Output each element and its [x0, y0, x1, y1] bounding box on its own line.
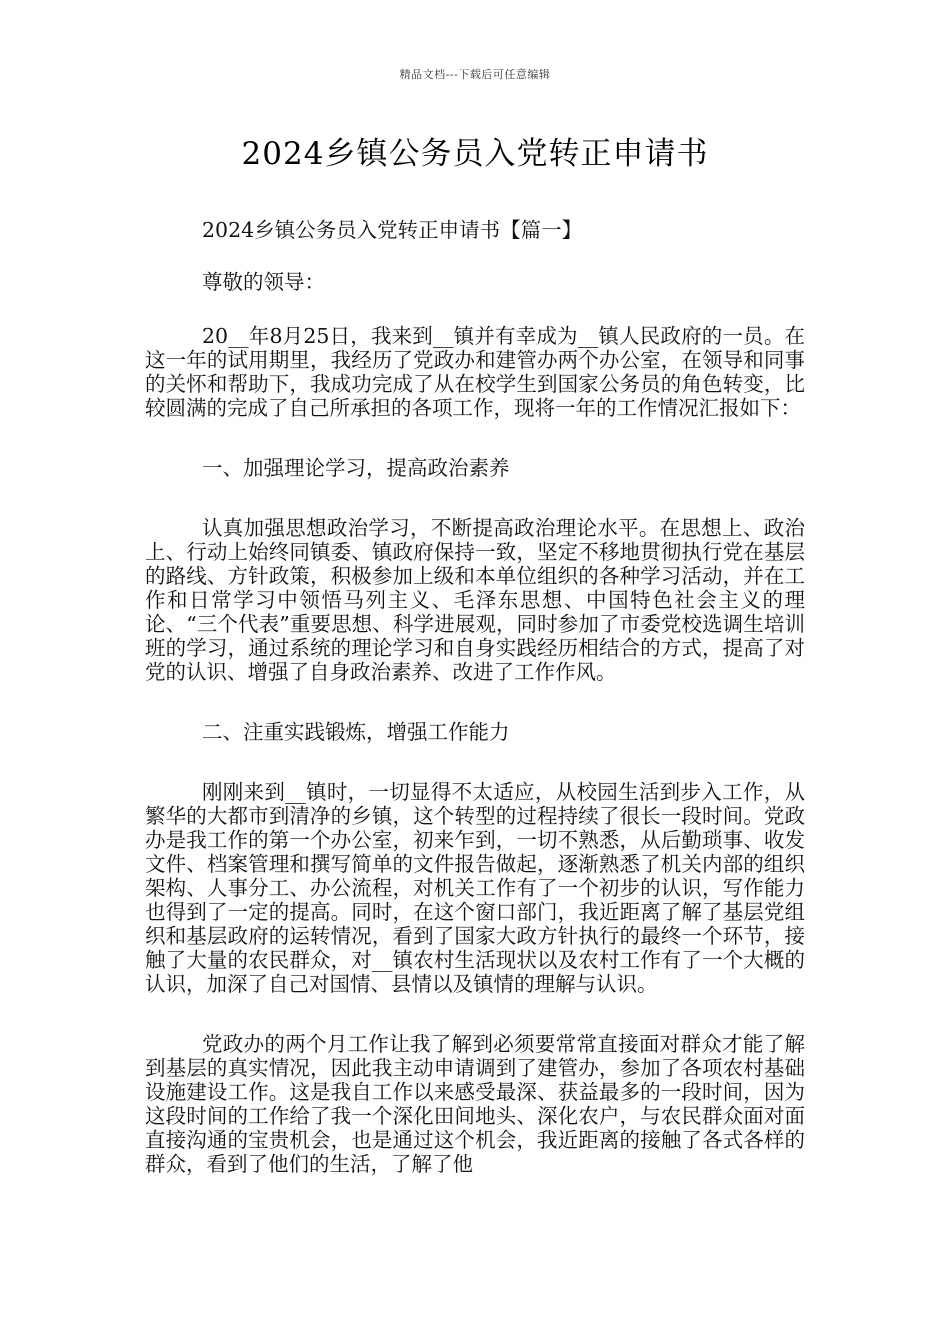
section-heading-2: 二、注重实践锻炼，增强工作能力	[202, 720, 510, 744]
paragraph-3: 刚刚来到__镇时，一切显得不太适应，从校园生活到步入工作，从繁华的大都市到清净的乡镇，这个转型的过程持续了很长一段时间。党政办是我工作的第一个办公室，初来乍到，一切不熟悉，从后勤琐事、收发文件、档案管理和撰写简单的文件报告做起，逐渐熟悉了机关内部的组织架构、人事分工、办公流程，对机关工作有了一个初步的认识，写作能力也得到了一定的提高。同时，在这个窗口部门，我近距离了解了基层党组织和基层政府的运转情况，看到了国家大政方针执行的最终一个环节，接触了大量的农民群众，对__镇农村生活现状以及农村工作有了一个大概的认识，加深了自己对国情、县情以及镇情的理解与认识。	[145, 780, 805, 996]
paragraph-2: 认真加强思想政治学习，不断提高政治理论水平。在思想上、政治上、行动上始终同镇委、镇政府保持一致，坚定不移地贯彻执行党在基层的路线、方针政策，积极参加上级和本单位组织的各种学习活动，并在工作和日常学习中领悟马列主义、毛泽东思想、中国特色社会主义的理论、“三个代表”重要思想、科学进展观，同时参加了市委党校选调生培训班的学习，通过系统的理论学习和自身实践经历相结合的方式，提高了对党的认识、增强了自身政治素养、改进了工作作风。	[145, 516, 805, 684]
paragraph-4: 党政办的两个月工作让我了解到必须要常常直接面对群众才能了解到基层的真实情况，因此我主动申请调到了建管办，参加了各项农村基础设施建设工作。这是我自工作以来感受最深、获益最多的一段时间，因为这段时间的工作给了我一个深化田间地头、深化农户，与农民群众面对面直接沟通的宝贵机会，也是通过这个机会，我近距离的接触了各式各样的群众，看到了他们的生活，了解了他	[145, 1032, 805, 1176]
paragraph-1: 20__年8月25日，我来到__镇并有幸成为__镇人民政府的一员。在这一年的试用期里，我经历了党政办和建管办两个办公室，在领导和同事的关怀和帮助下，我成功完成了从在校学生到国家公务员的角色转变，比较圆满的完成了自己所承担的各项工作，现将一年的工作情况汇报如下：	[145, 324, 805, 420]
section-heading-1: 一、加强理论学习，提高政治素养	[202, 456, 510, 480]
document-body	[145, 218, 805, 1176]
salutation: 尊敬的领导：	[202, 270, 325, 294]
document-title: 2024乡镇公务员入党转正申请书	[241, 136, 709, 172]
header-note: 精品文档---下载后可任意编辑	[399, 68, 551, 81]
document-subtitle: 2024乡镇公务员入党转正申请书【篇一】	[202, 218, 583, 242]
